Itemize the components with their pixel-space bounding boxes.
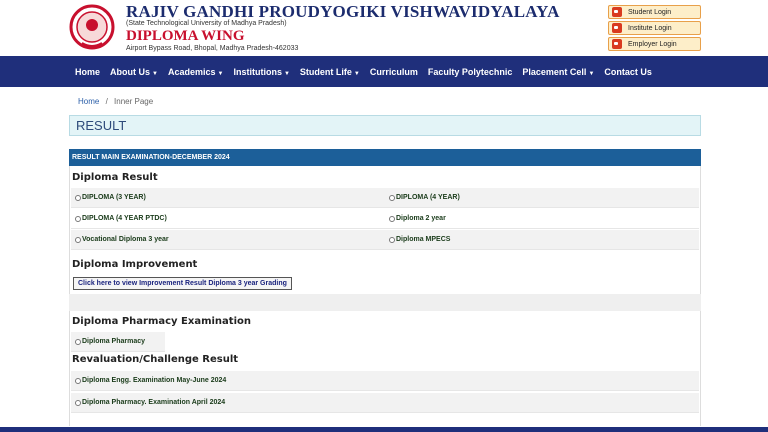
caret-down-icon: ▼ [353, 70, 360, 77]
wing-title: DIPLOMA WING [126, 28, 245, 44]
divider-strip [69, 294, 701, 311]
revaluation-heading: Revaluation/Challenge Result [72, 354, 239, 365]
page-title: RESULT [69, 115, 701, 136]
nav-academics[interactable]: Academics ▼ [167, 66, 224, 77]
option-diploma-pharmacy[interactable]: Diploma Pharmacy [71, 332, 165, 352]
employer-login-button[interactable]: Employer Login [608, 37, 701, 51]
option-diploma-3-year[interactable]: DIPLOMA (3 YEAR) [71, 188, 385, 208]
lock-icon [612, 7, 622, 17]
improvement-heading: Diploma Improvement [72, 259, 198, 270]
result-row [71, 371, 699, 391]
main-nav [0, 56, 768, 87]
result-row [71, 188, 699, 208]
option-diploma-mpecs[interactable]: Diploma MPECS [385, 230, 699, 250]
section-header: RESULT MAIN EXAMINATION-DECEMBER 2024 [69, 149, 701, 166]
university-logo[interactable] [68, 3, 116, 53]
site-header [0, 0, 768, 56]
diploma-result-heading: Diploma Result [72, 172, 158, 183]
nav-about-us[interactable]: About Us ▼ [110, 66, 158, 77]
lock-icon [612, 23, 622, 33]
radio-icon[interactable] [75, 400, 81, 406]
caret-down-icon: ▼ [588, 70, 595, 77]
nav-student-life[interactable]: Student Life ▼ [299, 66, 360, 77]
institute-login-button[interactable]: Institute Login [608, 21, 701, 35]
radio-icon[interactable] [75, 339, 81, 345]
radio-icon[interactable] [75, 237, 81, 243]
university-subtitle: (State Technological University of Madhya Pradesh) [126, 20, 287, 27]
university-name: RAJIV GANDHI PROUDYOGIKI VISHWAVIDYALAYA [126, 2, 560, 21]
caret-down-icon: ▼ [152, 70, 158, 77]
student-login-button[interactable]: Student Login [608, 5, 701, 19]
option-diploma-2-year[interactable]: Diploma 2 year [385, 209, 699, 229]
nav-institutions[interactable]: Institutions ▼ [233, 66, 290, 77]
option-diploma-4-year[interactable]: DIPLOMA (4 YEAR) [385, 188, 699, 208]
nav-curriculum[interactable]: Curriculum [369, 66, 418, 77]
result-row [71, 230, 699, 250]
radio-icon[interactable] [75, 216, 81, 222]
option-engg-may-june-2024[interactable]: Diploma Engg. Examination May-June 2024 [71, 371, 699, 391]
pharmacy-heading: Diploma Pharmacy Examination [72, 316, 251, 327]
breadcrumb-home[interactable]: Home [78, 97, 100, 106]
radio-icon[interactable] [389, 237, 395, 243]
option-pharmacy-april-2024[interactable]: Diploma Pharmacy. Examination April 2024 [71, 393, 699, 413]
radio-icon[interactable] [75, 378, 81, 384]
improvement-result-button[interactable]: Click here to view Improvement Result Diploma 3 year Grading [73, 277, 292, 290]
radio-icon[interactable] [389, 216, 395, 222]
breadcrumb: Home / Inner Page [78, 97, 154, 106]
footer-bar [0, 427, 768, 432]
caret-down-icon: ▼ [283, 70, 290, 77]
address: Airport Bypass Road, Bhopal, Madhya Pradesh-462033 [126, 45, 299, 52]
caret-down-icon: ▼ [217, 70, 224, 77]
result-row [71, 393, 699, 413]
option-vocational-diploma[interactable]: Vocational Diploma 3 year [71, 230, 385, 250]
nav-placement-cell[interactable]: Placement Cell ▼ [522, 66, 595, 77]
radio-icon[interactable] [75, 195, 81, 201]
lock-icon [612, 39, 622, 49]
result-row [71, 332, 165, 352]
nav-contact-us[interactable]: Contact Us [604, 66, 652, 77]
option-diploma-4-year-ptdc[interactable]: DIPLOMA (4 YEAR PTDC) [71, 209, 385, 229]
result-row [71, 209, 699, 229]
nav-faculty-polytechnic[interactable]: Faculty Polytechnic [427, 66, 513, 77]
breadcrumb-current: Inner Page [114, 97, 154, 106]
radio-icon[interactable] [389, 195, 395, 201]
nav-home[interactable]: Home [75, 66, 101, 77]
